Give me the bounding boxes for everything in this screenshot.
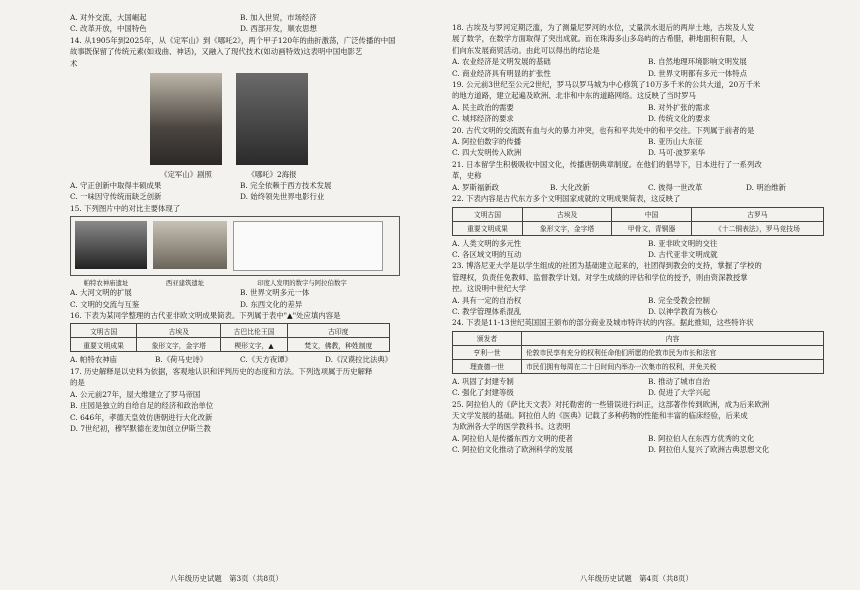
q14-options	[70, 180, 410, 203]
q19-stem	[452, 79, 844, 102]
text-line: 23. 博洛尼亚大学是以学生组成的社团为基础建立起来的，社团得到教会的支持，掌握了学校的	[452, 261, 762, 271]
option[interactable]: B. 完全受教会控制	[648, 295, 710, 305]
option[interactable]: C. 646年，孝德天皇效仿唐朝进行大化改新	[70, 412, 213, 422]
option[interactable]: C. 彼得一世改革	[648, 182, 703, 192]
option[interactable]: D. 马可·波罗来华	[648, 148, 706, 158]
west-asia-ruins-image	[153, 221, 227, 269]
option[interactable]: C. 教学管理体系混乱	[452, 306, 522, 316]
q20-options	[452, 136, 844, 159]
q16-options	[70, 354, 410, 365]
text-line: 25. 阿拉伯人的《萨比天文表》对托勒密的一些错误进行纠正，这部著作传到欧洲，成为后来欧洲	[452, 399, 770, 409]
q21-stem	[452, 159, 844, 182]
option[interactable]: B. 亚历山大东征	[648, 137, 703, 147]
option[interactable]: A. 农业经济是文明发展的基础	[452, 57, 551, 67]
table-header: 古罗马	[691, 207, 823, 221]
q17-options	[70, 389, 410, 435]
table-header: 文明古国	[71, 324, 137, 338]
text-line: 19. 公元前3世纪至公元2世纪，罗马以罗马城为中心修筑了10万多千米的公共大道，20万千米	[452, 80, 761, 90]
q18-options	[452, 56, 844, 79]
option[interactable]: D. 古代亚非文明成就	[648, 249, 718, 259]
option[interactable]: B. 庄园是独立的自给自足的经济和政治单位	[70, 401, 214, 411]
option[interactable]: C. 阿拉伯文化推动了欧洲科学的发展	[452, 445, 573, 455]
dingjunshan-photo	[150, 73, 222, 165]
q24-options	[452, 376, 844, 399]
option[interactable]: D. 始终领先世界电影行业	[240, 192, 325, 202]
option[interactable]: B. 自然地理环境影响文明发展	[648, 57, 747, 67]
option[interactable]: A. 罗斯福新政	[452, 182, 499, 192]
q23-stem	[452, 260, 844, 294]
q16-table	[70, 323, 390, 352]
option[interactable]: C. 强化了封建等级	[452, 388, 514, 398]
nezha-poster	[236, 73, 308, 165]
option[interactable]: A. 人类文明的多元性	[452, 238, 522, 248]
option[interactable]: B.《荷马史诗》	[155, 355, 208, 365]
table-cell: 梵文，佛教，种姓制度	[287, 338, 389, 352]
q22-table	[452, 207, 824, 236]
text-line: 14. 从1905年到2025年，从《定军山》到《哪吒2》，两个甲子120年的曲折激荡，广泛传播的中国	[70, 35, 396, 45]
table-cell: 理查德一世	[453, 359, 522, 373]
option[interactable]: B. 大化改新	[550, 182, 590, 192]
table-cell: 象形文字，金字塔	[137, 338, 221, 352]
option[interactable]: A. 巩固了封建专制	[452, 376, 514, 386]
option[interactable]: C. 商业经济具有明显的扩张性	[452, 68, 551, 78]
image-caption: 帕特农神庙遗址	[83, 279, 129, 288]
option[interactable]: B. 阿拉伯人在东西方优秀的文化	[648, 433, 755, 443]
text-line: 故事既保留了传统元素(如戏曲、神话)，又融入了现代技术(如动画特效)这表明中国电影艺	[70, 47, 363, 57]
table-header: 中国	[612, 207, 692, 221]
image-caption: 印度人发明的数字与阿拉伯数字	[257, 279, 347, 288]
photo-caption: 《哪吒》2海报	[247, 170, 297, 180]
option[interactable]: D. 促进了大学兴起	[648, 388, 711, 398]
table-cell: 市民们拥有每周在二十日时间内举办一次集市的权利，并免关税	[522, 359, 824, 373]
numerals-table-image	[233, 221, 383, 271]
table-header: 古埃及	[137, 324, 221, 338]
option[interactable]: B. 对外扩张的需求	[648, 102, 710, 112]
text-line: 18. 古埃及与罗河定期泛滥，为了测量尼罗河的水位，丈量洪水退后的两岸土地，古埃及人发	[452, 23, 755, 32]
q14-stem	[70, 35, 410, 69]
table-cell: 楔形文字，▲	[221, 338, 287, 352]
option[interactable]: A. 对外交流，大国崛起	[70, 13, 147, 22]
option[interactable]: A. 阿拉伯人是传播东西方文明的使者	[452, 433, 573, 443]
text-line: 革，史称	[452, 171, 482, 181]
table-cell: 亨利一世	[453, 345, 522, 359]
table-cell: 甲骨文，青铜器	[612, 221, 692, 235]
table-header: 内容	[522, 331, 824, 345]
text-line: 为欧洲各大学的医学教科书。这表明	[452, 422, 571, 432]
option[interactable]: B. 亚非欧文明的交往	[648, 238, 718, 248]
table-header: 文明古国	[453, 207, 523, 221]
q14-photos	[150, 73, 410, 165]
option[interactable]: A. 民主政治的需要	[452, 102, 514, 112]
q13-options	[70, 12, 410, 35]
q22-stem: 22. 下表内容是古代东方多个文明国家成就的文明成果简表，这反映了	[452, 194, 681, 204]
option[interactable]: B. 完全依赖于西方技术发展	[240, 181, 332, 191]
option[interactable]: D. 阿拉伯人复兴了欧洲古典思想文化	[648, 445, 770, 455]
option[interactable]: B. 世界文明多元一体	[240, 288, 310, 298]
option[interactable]: C. 改革开放，中国特色	[70, 24, 147, 34]
table-cell: 重要文明成果	[71, 338, 137, 352]
option[interactable]: D. 东西文化的差异	[240, 299, 303, 309]
text-line: 17. 历史解释是以史料为依据，客观地认识和评判历史的态度和方法。下列选项属于历史解释	[70, 366, 373, 376]
option[interactable]: D. 7世纪初，穆罕默德在麦加创立伊斯兰教	[70, 423, 211, 433]
option[interactable]: C. 一味因守传统而缺乏创新	[70, 192, 162, 202]
q24-stem: 24. 下表是11-13世纪英国国王颁布的部分商业及城市特许状的内容。据此推知，这些特许状	[452, 318, 754, 328]
text-line: 天文学发展的基础。阿拉伯人的《医典》记载了多种药物的性能和丰富的临床经验，后来成	[452, 410, 748, 420]
text-line: 21. 日本留学生积极吸收中国文化，传播唐朝典章制度。在他们的倡导下，日本进行了一系列改	[452, 159, 762, 169]
option[interactable]: C. 各区域文明的互动	[452, 249, 522, 259]
right-page	[430, 0, 860, 590]
option[interactable]: A. 守正创新中取得丰硕成果	[70, 181, 162, 191]
option[interactable]: A. 帕特农神庙	[70, 355, 117, 365]
option[interactable]: B. 加入世贸，市场经济	[240, 13, 317, 22]
table-cell: 《十二铜表法》，罗马竞技场	[691, 221, 823, 235]
q15-stem: 15. 下列图片中的对比主要体现了	[70, 203, 181, 213]
q15-images	[70, 216, 400, 276]
text-line: 控。这说明中世纪大学	[452, 284, 526, 294]
option[interactable]: A. 公元前27年，屋大维建立了罗马帝国	[70, 389, 201, 399]
q20-stem: 20. 古代文明的交流既有血与火的暴力冲突，也有和平共处中的和平交往。下列属于前者的是	[452, 125, 755, 135]
table-cell: 重要文明成果	[453, 221, 523, 235]
q16-stem: 16. 下表为某同学整理的古代亚非欧文明成果简表。下列属于表中"▲"处应填内容是	[70, 311, 341, 321]
option[interactable]: C. 四大发明传入欧洲	[452, 148, 522, 158]
option[interactable]: D. 西部开发，顺农思想	[240, 24, 317, 34]
q15-options	[70, 287, 410, 310]
option[interactable]: B. 推动了城市自治	[648, 376, 710, 386]
table-cell: 伦敦市民享有充分的权利任命他们所愿的伦敦市民为市长和法官	[522, 345, 824, 359]
option[interactable]: D. 世界文明都有多元一体特点	[648, 68, 748, 78]
option[interactable]: C. 文明的交流与互鉴	[70, 299, 140, 309]
q19-options	[452, 102, 844, 125]
q24-table	[452, 331, 824, 374]
image-caption: 西亚建筑遗址	[165, 279, 205, 288]
q25-options	[452, 433, 844, 456]
table-header: 古埃及	[523, 207, 612, 221]
text-line: 展了数学，在数学方面取得了突出成就。而在珠海多山多岛屿的古希腊，耕地面积有限，人	[452, 34, 748, 44]
option[interactable]: D. 明治维新	[746, 182, 786, 192]
text-line: 的是	[70, 378, 85, 388]
page-footer: 八年级历史试题 第4页（共8页）	[580, 574, 693, 583]
table-header: 颁发者	[453, 331, 522, 345]
text-line: 术	[70, 58, 78, 68]
photo-caption: 《定军山》剧照	[160, 170, 212, 180]
q18-stem	[452, 22, 844, 56]
table-header: 古印度	[287, 324, 389, 338]
text-line: 的地方道路，建立起遍及欧洲、北非和中东的道路网络。这反映了当时罗马	[452, 91, 696, 101]
option[interactable]: D. 以神学教育为核心	[648, 306, 718, 316]
option[interactable]: A. 具有一定的自治权	[452, 295, 522, 305]
parthenon-image	[75, 221, 147, 269]
q21-options	[452, 182, 844, 193]
option[interactable]: D. 传统文化的要求	[648, 114, 711, 124]
q17-stem	[70, 366, 410, 389]
option[interactable]: C. 城邦经济的要求	[452, 114, 514, 124]
text-line: 管理权，负责任免教师、监督教学计划。对学生成绩的评估和学位的授予，则由资深教授掌	[452, 272, 748, 282]
table-header: 古巴比伦王国	[221, 324, 287, 338]
option[interactable]: A. 阿拉伯数字的传播	[452, 137, 522, 147]
text-line: 们向东发展商贸活动。由此可以得出的结论是	[452, 45, 600, 55]
q25-stem	[452, 399, 844, 433]
table-cell: 象形文字，金字塔	[523, 221, 612, 235]
option[interactable]: C.《天方夜谭》	[240, 355, 293, 365]
option[interactable]: D.《汉谟拉比法典》	[325, 355, 393, 365]
q23-options	[452, 295, 844, 318]
option[interactable]: A. 大河文明的扩展	[70, 288, 132, 298]
page-footer: 八年级历史试题 第3页（共8页）	[170, 574, 283, 583]
q22-options	[452, 238, 844, 261]
